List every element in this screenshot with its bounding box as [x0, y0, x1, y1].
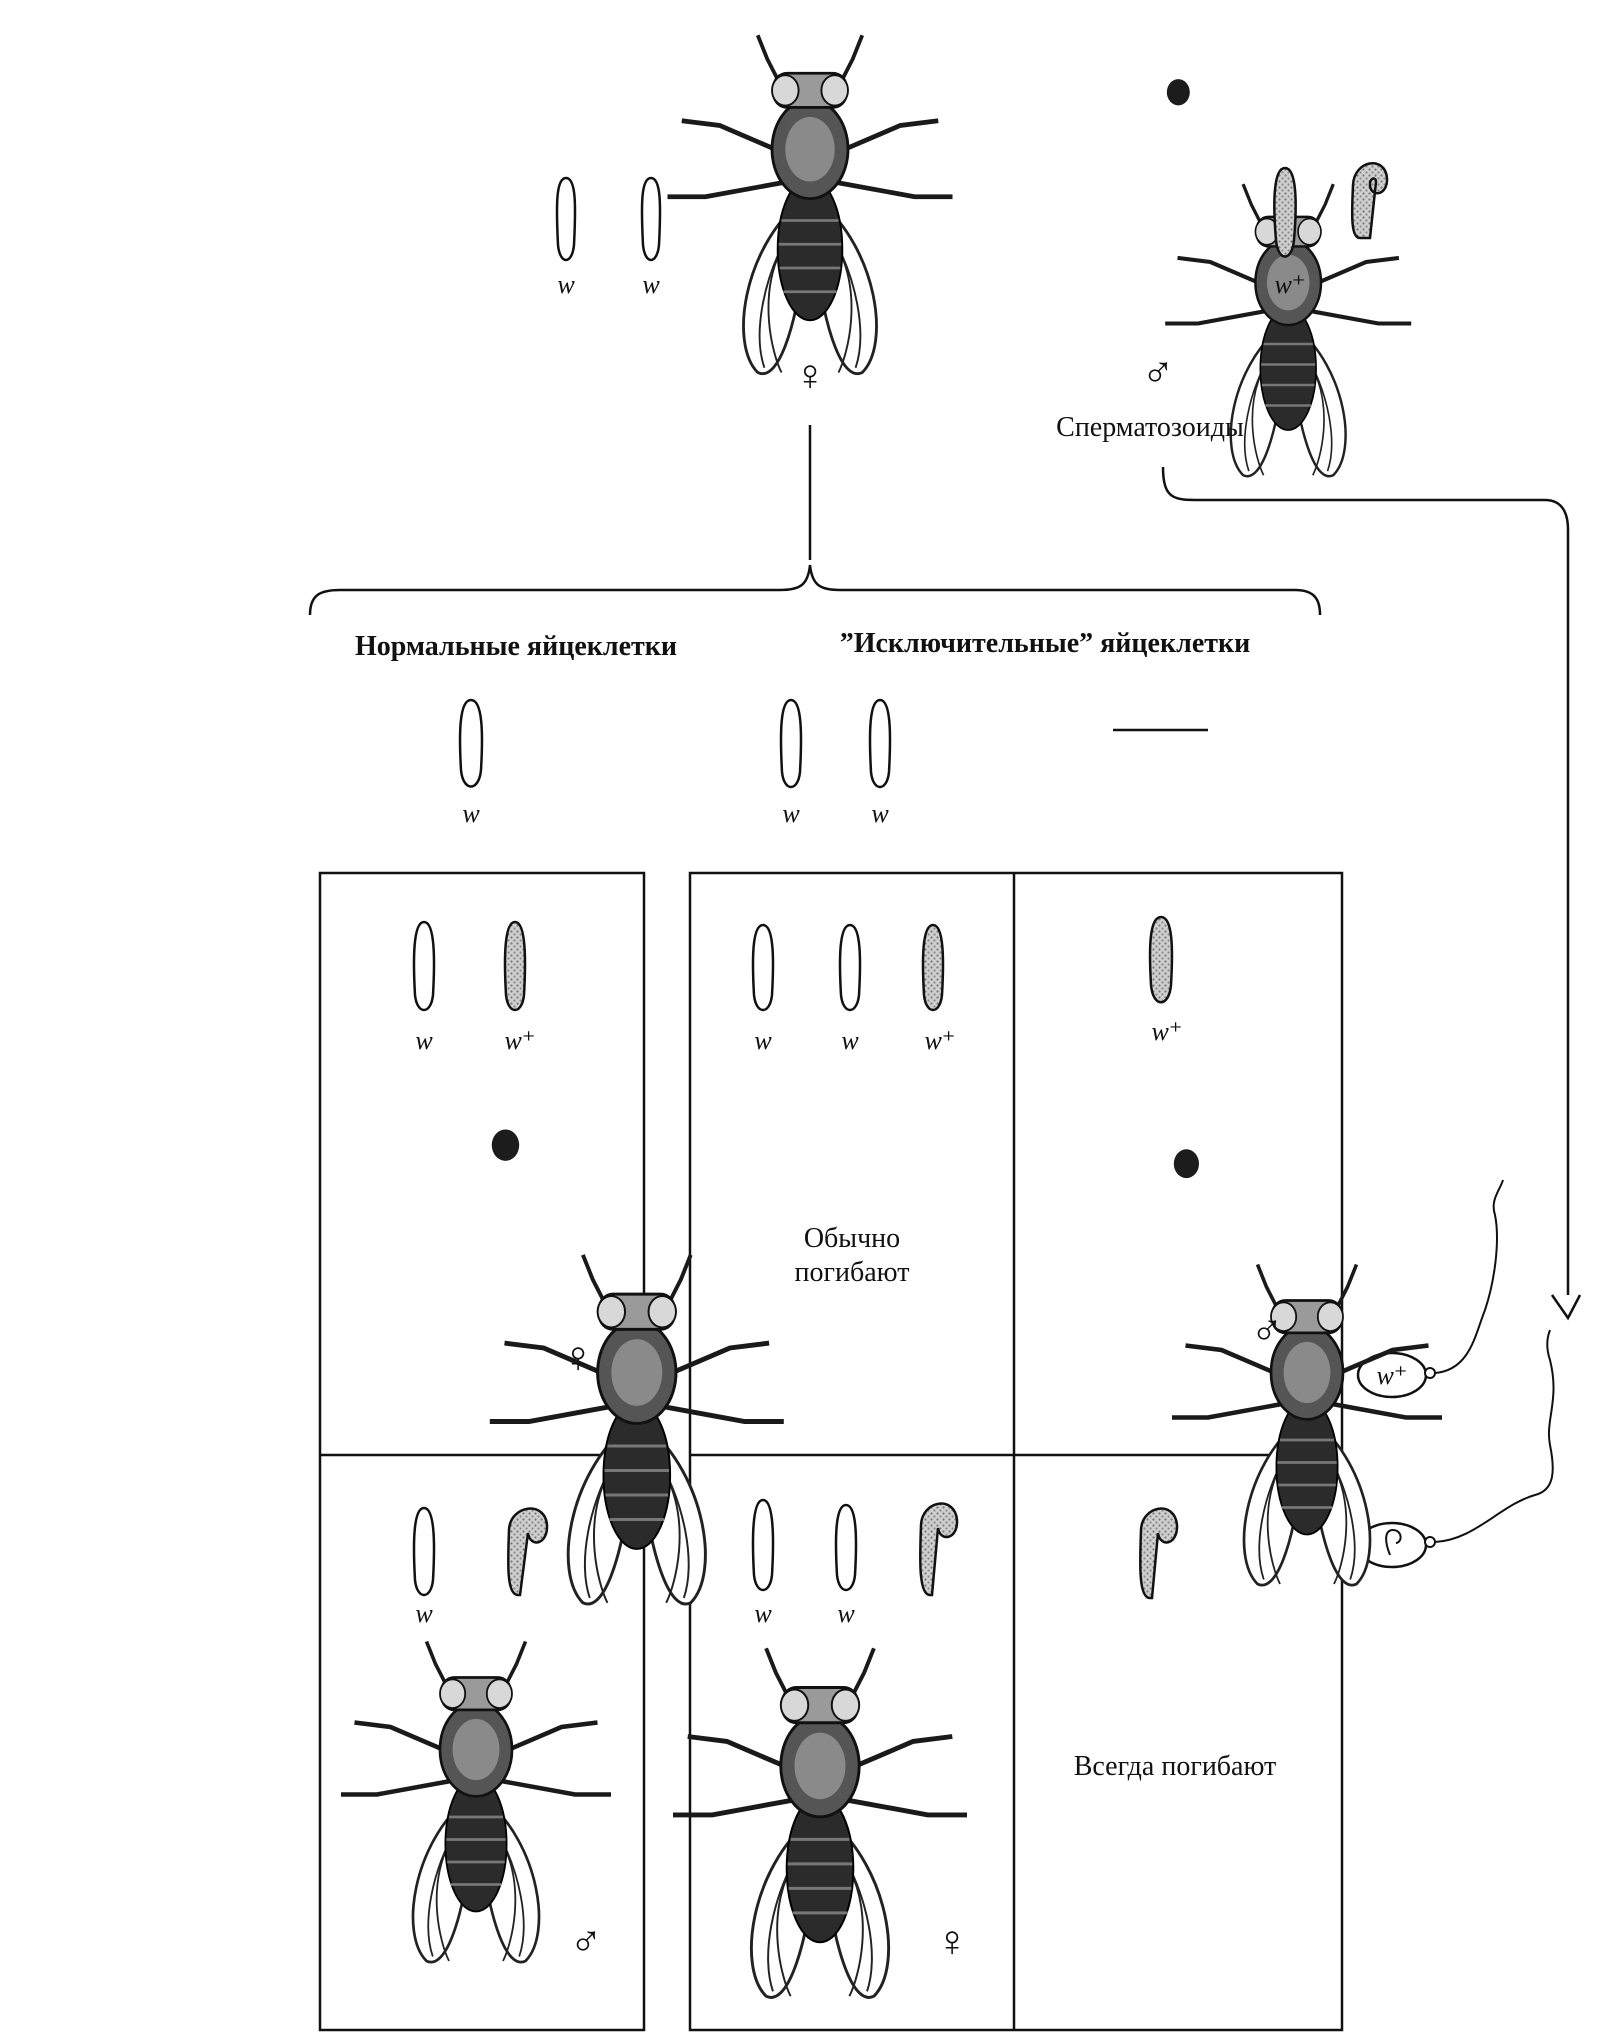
normal-eggs-label: Нормальные яйцеклетки: [354, 631, 678, 662]
gene-label: w: [871, 799, 889, 828]
cell-r1c2: [753, 925, 956, 1288]
gene-label: w⁺: [1151, 1017, 1183, 1046]
gene-label: w: [754, 1026, 772, 1055]
sex-symbol: ♂: [1250, 1306, 1284, 1355]
offspring-fly-image: [673, 1648, 967, 1997]
sex-symbol: ♂: [569, 1917, 603, 1966]
gene-label: w: [642, 270, 660, 299]
y-chromosome: [920, 1504, 957, 1595]
normal-egg: [460, 700, 482, 828]
male-parent: [1056, 79, 1411, 476]
sperm-label: Сперматозоиды: [1056, 412, 1244, 443]
gene-label: w: [462, 799, 480, 828]
exceptional-egg-xx: [781, 700, 890, 828]
y-chromosome: [508, 1509, 547, 1595]
sex-symbol: ♀: [935, 1917, 969, 1966]
gene-label: w⁺: [924, 1026, 956, 1055]
exceptional-eggs-label: ”Исключительные” яйцеклетки: [839, 628, 1251, 659]
male-symbol: ♂: [1141, 348, 1175, 397]
y-chromosome: [1140, 1509, 1177, 1598]
female-symbol: ♀: [793, 351, 827, 400]
male-y-chromosome: [1352, 163, 1387, 238]
gene-label: w: [782, 799, 800, 828]
offspring-fly-image: [341, 1642, 611, 1963]
sex-symbol: ♀: [561, 1333, 595, 1382]
cell-r1c1: [414, 922, 784, 1604]
female-x-chromosome-2: [642, 178, 660, 299]
gene-label: w⁺: [1376, 1361, 1408, 1390]
female-parent: [557, 35, 953, 400]
cell-r1c3: [1150, 917, 1442, 1585]
gene-label: w: [415, 1026, 433, 1055]
egg-types-brace: [310, 565, 1320, 615]
gene-label: w⁺: [1274, 270, 1306, 299]
gene-label: w: [415, 1599, 433, 1628]
female-fly-image: [668, 35, 953, 373]
female-x-chromosome-1: [557, 178, 575, 299]
gene-label: w: [557, 270, 575, 299]
lethality-note: Обычно: [803, 1223, 901, 1254]
gene-label: w: [837, 1599, 855, 1628]
arrowhead-icon: [1552, 1295, 1580, 1318]
gene-label: w⁺: [504, 1026, 536, 1055]
lethality-note: Всегда погибают: [1073, 1751, 1277, 1782]
lethality-note: погибают: [794, 1257, 910, 1288]
gene-label: w: [841, 1026, 859, 1055]
gene-label: w: [754, 1599, 772, 1628]
sperm-x: [1358, 1180, 1503, 1397]
cell-r2c2: [673, 1500, 969, 1997]
